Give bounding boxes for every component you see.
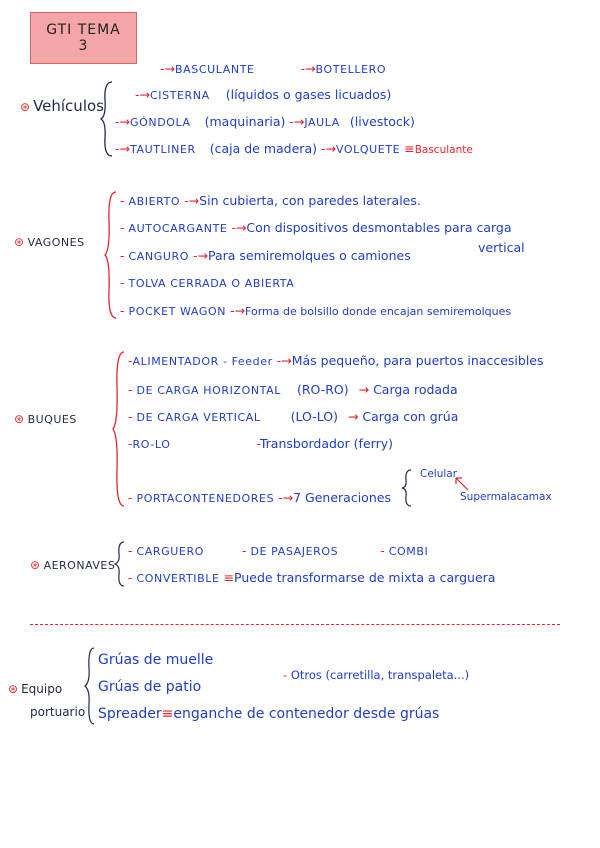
vehiculos-line-4: -→TAUTLINER (caja de madera) -→VOLQUETE ≡Basculante bbox=[115, 141, 473, 156]
vagones-line-3: - CANGURO -→Para semiremolques o camiones bbox=[120, 248, 411, 263]
buques-line-3: - DE CARGA VERTICAL (LO-LO) → Carga con grúa bbox=[128, 409, 459, 424]
section-divider bbox=[30, 624, 560, 625]
buques-line-2: - DE CARGA HORIZONTAL (RO-RO) → Carga rodada bbox=[128, 382, 458, 397]
vagones-line-2: - AUTOCARGANTE -→Con dispositivos desmontables para carga bbox=[120, 220, 512, 235]
buques-generacion-celular: Celular bbox=[420, 468, 458, 480]
equipo-line-3: Spreader≡enganche de contenedor desde grúas bbox=[98, 706, 440, 722]
brace-vehiculos bbox=[100, 80, 114, 158]
section-label-equipo: ⊛ Equipo bbox=[8, 682, 63, 696]
arrow-icon bbox=[452, 474, 472, 492]
section-label-buques: ⊛ BUQUES bbox=[14, 412, 77, 426]
vagones-line-5: - POCKET WAGON -→Forma de bolsillo donde encajan semiremolques bbox=[120, 303, 512, 318]
bullet-icon: ⊛ bbox=[14, 235, 25, 249]
vagones-line-4: - TOLVA CERRADA O ABIERTA bbox=[120, 275, 295, 290]
brace-aeronaves bbox=[114, 540, 126, 588]
bullet-icon: ⊛ bbox=[8, 682, 19, 696]
vagones-line-1: - ABIERTO -→Sin cubierta, con paredes laterales. bbox=[120, 193, 421, 208]
buques-generacion-supermalacamax: Supermalacamax bbox=[460, 491, 552, 503]
equipo-otros: - Otros (carretilla, transpaleta...) bbox=[283, 668, 470, 682]
vehiculos-line-1: -→BASCULANTE -→BOTELLERO bbox=[160, 61, 387, 76]
equipo-line-1: Grúas de muelle bbox=[98, 652, 214, 668]
vehiculos-line-2: -→CISTERNA (líquidos o gases licuados) bbox=[135, 87, 392, 102]
equipo-line-2: Grúas de patio bbox=[98, 679, 202, 695]
vehiculos-line-3: -→GÓNDOLA (maquinaria) -→JAULA (livestock) bbox=[115, 114, 415, 129]
vagones-line-2-cont: vertical bbox=[478, 240, 525, 255]
section-label-vagones: ⊛ VAGONES bbox=[14, 235, 85, 249]
brace-equipo bbox=[84, 646, 96, 726]
buques-line-4: -RO-LO -Transbordador (ferry) bbox=[128, 436, 393, 451]
section-label-vehiculos: ⊛ Vehículos bbox=[20, 97, 104, 115]
bullet-icon: ⊛ bbox=[20, 100, 31, 114]
aeronaves-line-2: - CONVERTIBLE ≡Puede transformarse de mixta a carguera bbox=[128, 570, 496, 585]
title-box bbox=[30, 12, 137, 64]
brace-buques bbox=[112, 350, 126, 508]
section-label-portuario: portuario bbox=[30, 705, 86, 719]
bullet-icon: ⊛ bbox=[30, 558, 41, 572]
brace-vagones bbox=[104, 190, 118, 320]
title-line-2: 3 bbox=[78, 38, 89, 54]
bullet-icon: ⊛ bbox=[14, 412, 25, 426]
buques-line-1: -ALIMENTADOR - Feeder -→Más pequeño, para puertos inaccesibles bbox=[128, 353, 544, 368]
section-label-aeronaves: ⊛ AERONAVES bbox=[30, 558, 116, 572]
aeronaves-line-1: - CARGUERO - DE PASAJEROS - COMBI bbox=[128, 543, 429, 558]
title-line-1: GTI TEMA bbox=[46, 22, 121, 38]
brace-generaciones bbox=[401, 468, 413, 508]
buques-line-5: - PORTACONTENEDORES -→7 Generaciones bbox=[128, 490, 391, 505]
